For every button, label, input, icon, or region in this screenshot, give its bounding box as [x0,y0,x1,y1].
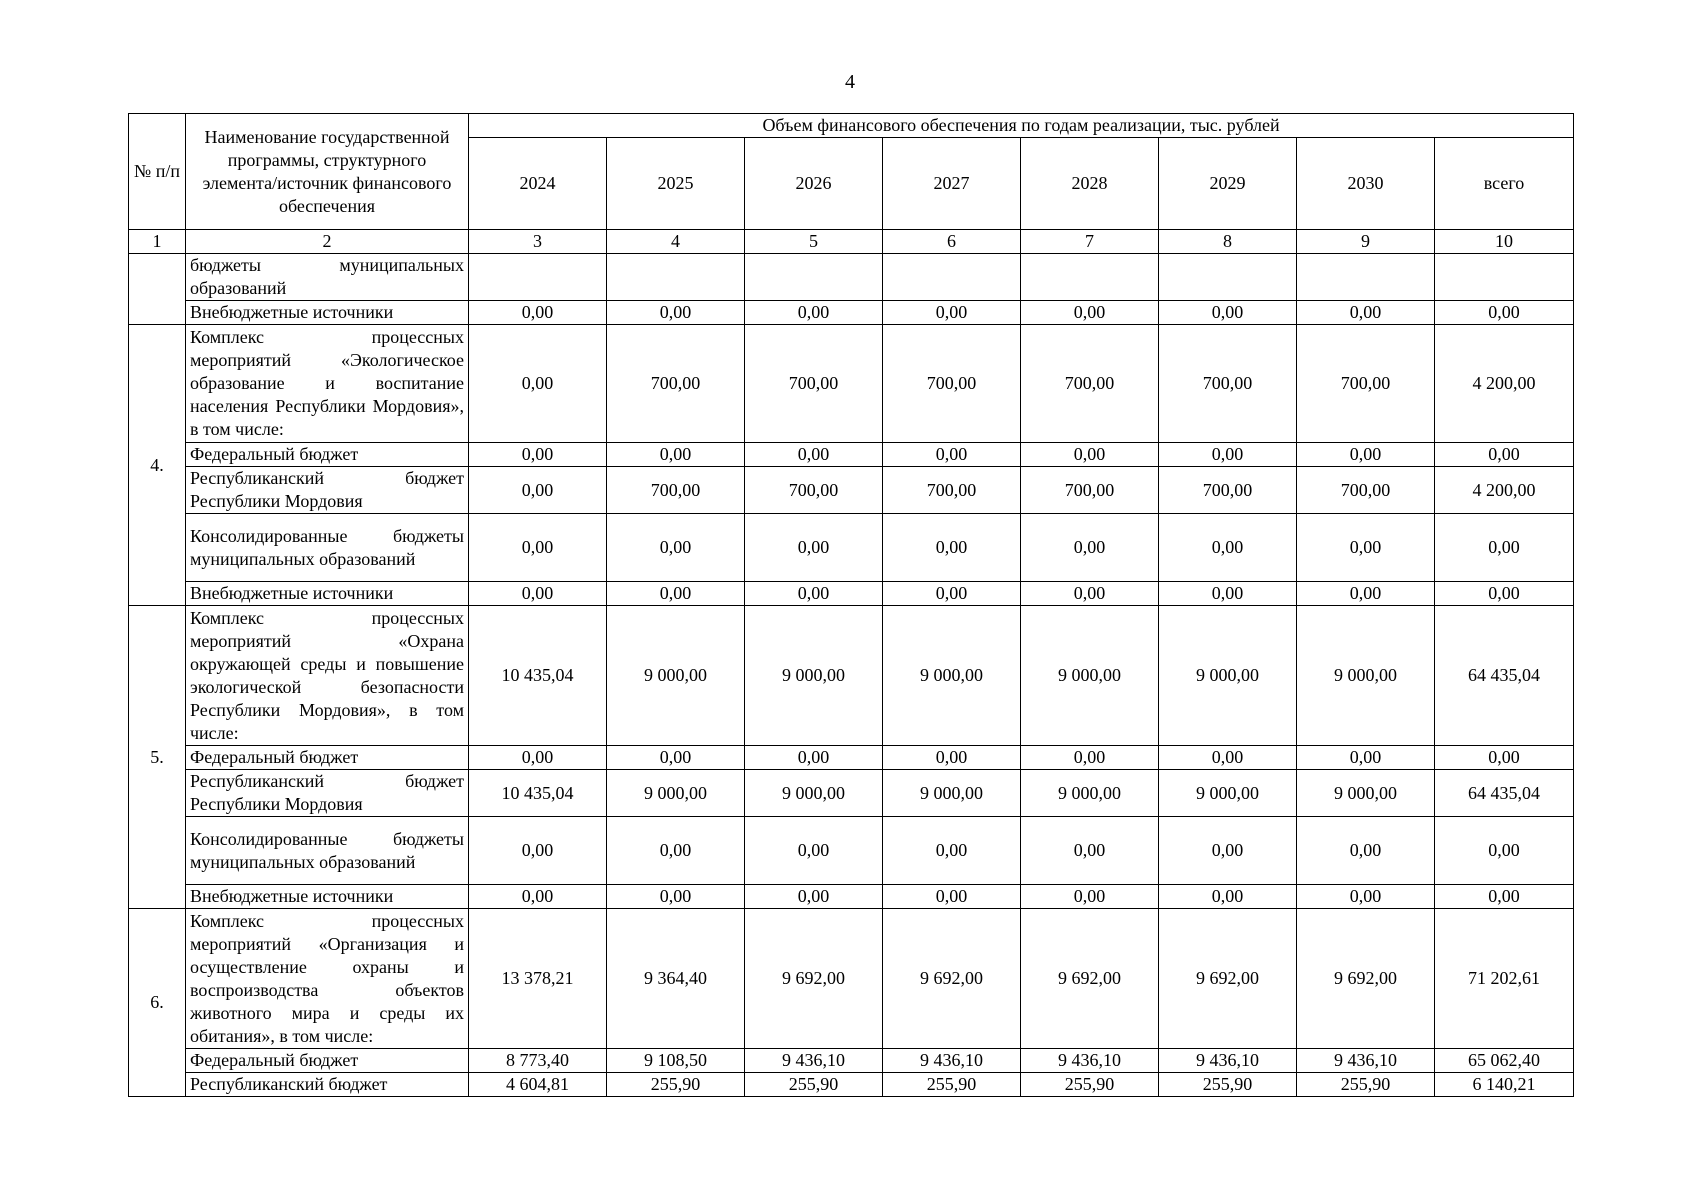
row-number [129,254,186,325]
column-index: 7 [1021,230,1159,254]
value-cell: 700,00 [607,325,745,443]
value-total: 64 435,04 [1435,770,1574,817]
column-index: 4 [607,230,745,254]
value-cell: 0,00 [469,885,607,909]
value-cell: 0,00 [1159,817,1297,885]
value-cell: 0,00 [1159,443,1297,467]
value-cell: 700,00 [883,325,1021,443]
value-cell: 0,00 [607,514,745,582]
row-name: Консолидированные бюджеты муниципальных образований [186,817,469,885]
table-header [129,114,1574,254]
column-index: 1 [129,230,186,254]
value-cell: 0,00 [469,817,607,885]
value-cell: 0,00 [1159,746,1297,770]
value-cell: 0,00 [1159,301,1297,325]
value-cell: 10 435,04 [469,770,607,817]
row-name: Республиканский бюджет [186,1073,469,1097]
table-row [129,467,1574,514]
value-cell: 9 000,00 [607,770,745,817]
row-name: Республиканский бюджет Республики Мордовия [186,770,469,817]
table-row [129,514,1574,582]
table-row [129,443,1574,467]
value-total: 4 200,00 [1435,467,1574,514]
value-cell: 9 692,00 [883,909,1021,1049]
header-year: 2024 [469,138,607,230]
value-cell: 255,90 [883,1073,1021,1097]
value-cell: 0,00 [883,746,1021,770]
value-cell: 700,00 [1159,467,1297,514]
value-cell: 9 692,00 [1297,909,1435,1049]
row-name: Комплекс процессных мероприятий «Охрана окружающей среды и повышение экологической безопасности Республики Мордовия», в том числе: [186,606,469,746]
value-cell: 9 000,00 [883,606,1021,746]
value-cell: 255,90 [607,1073,745,1097]
value-cell: 0,00 [469,467,607,514]
header-name: Наименование государственной программы, структурного элемента/источник финансового обеспечения [186,114,469,230]
value-cell: 0,00 [1021,443,1159,467]
row-name: Внебюджетные источники [186,301,469,325]
row-name: Федеральный бюджет [186,1049,469,1073]
value-cell: 0,00 [883,443,1021,467]
column-index: 10 [1435,230,1574,254]
value-cell: 9 000,00 [745,606,883,746]
value-cell: 8 773,40 [469,1049,607,1073]
value-cell: 0,00 [1297,885,1435,909]
value-cell: 0,00 [1021,514,1159,582]
value-cell: 0,00 [607,582,745,606]
value-cell: 4 604,81 [469,1073,607,1097]
table-row [129,909,1574,1049]
value-cell: 0,00 [469,514,607,582]
value-cell: 0,00 [1297,443,1435,467]
table-row [129,817,1574,885]
value-total: 0,00 [1435,443,1574,467]
column-index: 3 [469,230,607,254]
row-name: Комплекс процессных мероприятий «Организация и осуществление охраны и воспроизводства объектов животного мира и среды их обитания», в том числе: [186,909,469,1049]
value-cell: 0,00 [469,582,607,606]
value-cell [1297,254,1435,301]
column-index: 8 [1159,230,1297,254]
value-total: 0,00 [1435,746,1574,770]
header-year: 2030 [1297,138,1435,230]
value-cell: 9 000,00 [745,770,883,817]
column-index: 5 [745,230,883,254]
value-cell: 700,00 [745,467,883,514]
value-total [1435,254,1574,301]
value-cell: 255,90 [1159,1073,1297,1097]
row-name: Консолидированные бюджеты муниципальных образований [186,514,469,582]
value-cell: 700,00 [883,467,1021,514]
value-cell: 700,00 [1297,467,1435,514]
table-row [129,325,1574,443]
value-cell: 9 000,00 [1159,770,1297,817]
value-cell: 0,00 [607,746,745,770]
value-cell: 0,00 [1159,514,1297,582]
column-index: 2 [186,230,469,254]
value-cell: 0,00 [1159,885,1297,909]
value-cell: 0,00 [745,514,883,582]
value-cell: 0,00 [745,885,883,909]
header-year: 2025 [607,138,745,230]
value-cell: 700,00 [1021,467,1159,514]
header-number: № п/п [129,114,186,230]
value-cell: 0,00 [469,301,607,325]
column-index: 6 [883,230,1021,254]
value-cell: 0,00 [1021,746,1159,770]
value-cell: 0,00 [883,514,1021,582]
value-cell: 9 000,00 [883,770,1021,817]
value-cell: 0,00 [607,443,745,467]
row-number: 5. [129,606,186,909]
value-total: 65 062,40 [1435,1049,1574,1073]
header-year: 2026 [745,138,883,230]
value-cell: 700,00 [607,467,745,514]
financing-table [128,113,1574,1097]
value-cell: 0,00 [469,746,607,770]
row-name: Внебюджетные источники [186,582,469,606]
row-number: 6. [129,909,186,1097]
table-row [129,301,1574,325]
header-year: 2027 [883,138,1021,230]
value-cell: 255,90 [745,1073,883,1097]
value-cell: 9 692,00 [1159,909,1297,1049]
value-cell: 700,00 [1159,325,1297,443]
value-cell [607,254,745,301]
table-row [129,885,1574,909]
value-cell: 13 378,21 [469,909,607,1049]
value-cell: 0,00 [469,325,607,443]
table-row [129,254,1574,301]
value-cell: 9 108,50 [607,1049,745,1073]
table-row [129,582,1574,606]
value-cell: 700,00 [745,325,883,443]
value-cell: 0,00 [1297,514,1435,582]
value-cell: 700,00 [1297,325,1435,443]
value-cell: 9 000,00 [1297,770,1435,817]
value-cell: 0,00 [745,443,883,467]
value-cell: 0,00 [607,301,745,325]
row-name: Федеральный бюджет [186,746,469,770]
value-cell: 0,00 [883,301,1021,325]
value-cell: 0,00 [607,817,745,885]
value-cell: 0,00 [1021,885,1159,909]
value-cell: 9 436,10 [1159,1049,1297,1073]
value-cell: 9 000,00 [607,606,745,746]
value-cell: 0,00 [1021,301,1159,325]
value-cell: 9 436,10 [883,1049,1021,1073]
value-cell: 9 692,00 [745,909,883,1049]
value-cell: 9 436,10 [745,1049,883,1073]
value-cell: 0,00 [745,746,883,770]
header-financing-group: Объем финансового обеспечения по годам реализации, тыс. рублей [469,114,1574,138]
header-total: всего [1435,138,1574,230]
value-cell [1159,254,1297,301]
value-cell: 700,00 [1021,325,1159,443]
value-cell: 0,00 [883,582,1021,606]
value-cell [469,254,607,301]
value-cell: 0,00 [607,885,745,909]
value-cell: 0,00 [1297,817,1435,885]
value-cell: 9 000,00 [1159,606,1297,746]
value-cell: 255,90 [1021,1073,1159,1097]
value-total: 0,00 [1435,301,1574,325]
column-index: 9 [1297,230,1435,254]
table-row [129,770,1574,817]
value-cell [745,254,883,301]
value-total: 71 202,61 [1435,909,1574,1049]
value-cell: 0,00 [883,885,1021,909]
value-cell: 9 000,00 [1021,770,1159,817]
header-year: 2028 [1021,138,1159,230]
table-row [129,746,1574,770]
value-cell: 0,00 [1297,746,1435,770]
value-cell: 0,00 [745,301,883,325]
value-cell: 0,00 [1297,301,1435,325]
value-cell: 0,00 [1021,582,1159,606]
row-name: Внебюджетные источники [186,885,469,909]
row-name: Республиканский бюджет Республики Мордовия [186,467,469,514]
value-cell: 0,00 [1297,582,1435,606]
value-total: 0,00 [1435,817,1574,885]
value-cell: 9 436,10 [1297,1049,1435,1073]
value-cell: 255,90 [1297,1073,1435,1097]
page-number: 4 [845,71,855,93]
value-total: 6 140,21 [1435,1073,1574,1097]
value-cell [883,254,1021,301]
value-cell: 0,00 [1159,582,1297,606]
value-total: 0,00 [1435,514,1574,582]
value-cell: 0,00 [1021,817,1159,885]
table-body [129,254,1574,1097]
table-row [129,606,1574,746]
table-row [129,1073,1574,1097]
table-row [129,1049,1574,1073]
value-cell: 9 436,10 [1021,1049,1159,1073]
value-cell: 9 000,00 [1021,606,1159,746]
header-year: 2029 [1159,138,1297,230]
row-number: 4. [129,325,186,606]
value-cell: 9 000,00 [1297,606,1435,746]
value-total: 0,00 [1435,582,1574,606]
value-cell [1021,254,1159,301]
value-cell: 0,00 [469,443,607,467]
value-cell: 0,00 [883,817,1021,885]
value-cell: 0,00 [745,817,883,885]
value-cell: 10 435,04 [469,606,607,746]
row-name: Комплекс процессных мероприятий «Экологическое образование и воспитание населения Республики Мордовия», в том числе: [186,325,469,443]
value-total: 4 200,00 [1435,325,1574,443]
value-cell: 0,00 [745,582,883,606]
value-total: 64 435,04 [1435,606,1574,746]
row-name: Федеральный бюджет [186,443,469,467]
value-cell: 9 364,40 [607,909,745,1049]
value-cell: 9 692,00 [1021,909,1159,1049]
row-name: бюджеты муниципальных образований [186,254,469,301]
value-total: 0,00 [1435,885,1574,909]
